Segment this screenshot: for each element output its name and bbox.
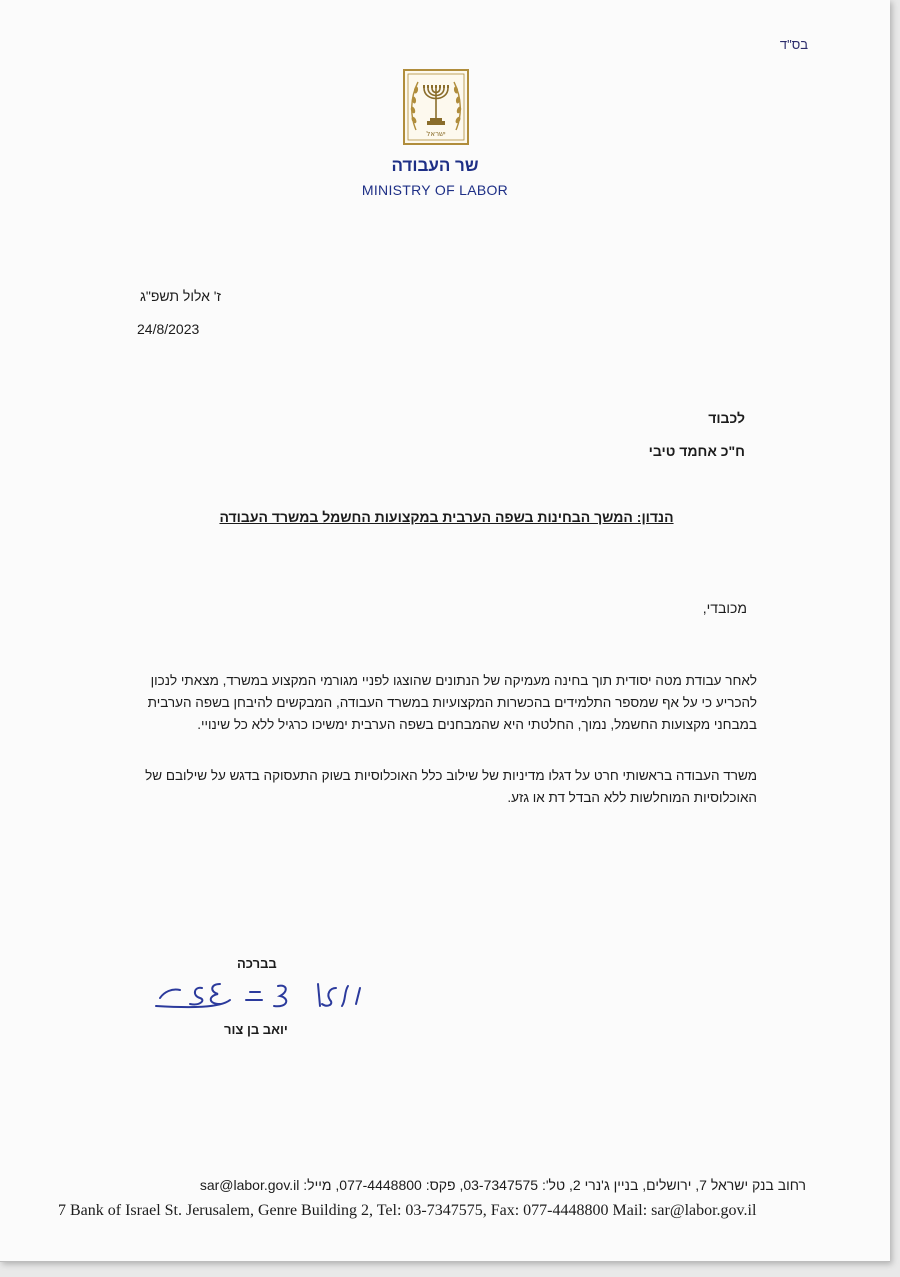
letter-subject: הנדון: המשך הבחינות בשפה הערבית במקצועות החשמל במשרד העבודה [219, 509, 674, 525]
signer-name: יואב בן צור [224, 1022, 288, 1037]
ministry-name-hebrew: שר העבודה [391, 156, 479, 175]
closing-regards: בברכה [237, 956, 277, 971]
body-paragraph-2: משרד העבודה בראשותי חרט על דגלו מדיניות של שילוב כלל האוכלוסיות בשוק התעסוקה בדגש על שילובם של האוכלוסיות המוחלשות ללא הבדל דת או גזע. [145, 768, 757, 805]
bsd-mark: בס"ד [779, 37, 808, 52]
hebrew-date: ז' אלול תשפ"ג [140, 288, 221, 304]
recipient-label: לכבוד [708, 410, 745, 426]
svg-text:ישראל: ישראל [426, 130, 446, 138]
recipient-name: ח"כ אחמד טיבי [648, 443, 745, 459]
greeting: מכובדי, [702, 600, 747, 616]
body-paragraph-1: לאחר עבודת מטה יסודית תוך בחינה מעמיקה של הנתונים שהוצגו לפניי מגורמי המקצוע במשרד, מצאתי לנכון להכריע כי על אף שמספר התלמידים בהכשרות המקצועיות במשרד העבודה, המבקשים להיבחן בשפה הערבית במבחני מקצועות החשמל, נמוך, החלטתי היא שהמבחנים בשפה הערבית ימשיכו כרגיל ללא כל שינויי. [147, 673, 757, 732]
state-of-israel-emblem-icon [402, 68, 470, 146]
page-bottom-edge [0, 1261, 890, 1262]
ministry-name-english: MINISTRY OF LABOR [361, 182, 509, 198]
gregorian-date: 24/8/2023 [137, 321, 200, 337]
footer-address-english: 7 Bank of Israel St. Jerusalem, Genre Building 2, Tel: 03-7347575, Fax: 077-4448800 Mail: sar@labor.gov.il [58, 1202, 757, 1219]
handwritten-signature [150, 970, 370, 1020]
footer-address-hebrew: רחוב בנק ישראל 7, ירושלים, בניין ג'נרי 2, טל': 03-7347575, פקס: 077-4448800, מייל: sar@labor.gov.il [199, 1177, 806, 1193]
